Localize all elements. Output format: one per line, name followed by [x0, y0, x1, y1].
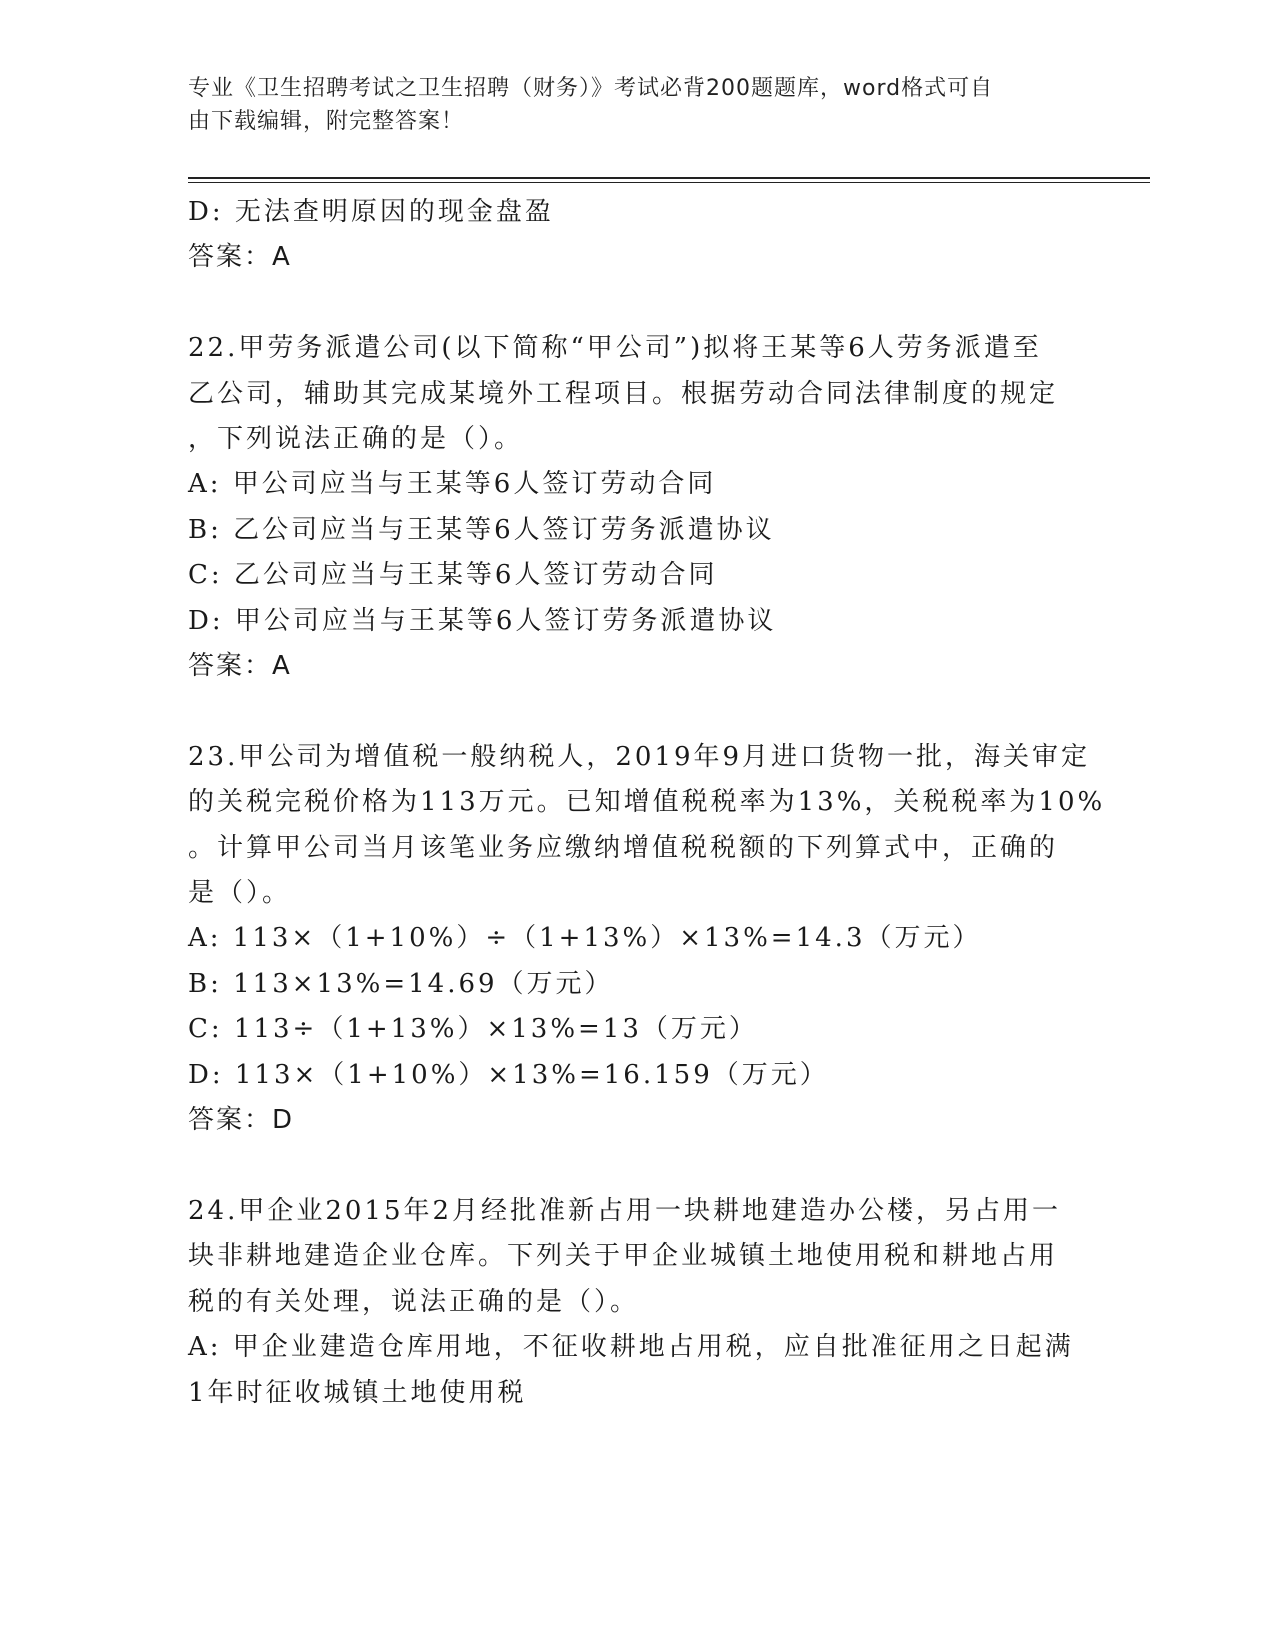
header-divider	[188, 177, 1150, 179]
header-line: 由下载编辑，附完整答案！	[188, 109, 465, 134]
question-stem-line: 24.甲企业2015年2月经批准新占用一块耕地建造办公楼，另占用一	[188, 1195, 1062, 1226]
option-a: A: 甲企业建造仓库用地，不征收耕地占用税，应自批准征用之日起满	[188, 1332, 1074, 1363]
header-divider-thin	[188, 182, 1150, 183]
option-d: D: 无法查明原因的现金盘盈	[188, 197, 554, 227]
question-24	[188, 1189, 1088, 1416]
question-stem-line: 是（）。	[188, 878, 292, 909]
question-22	[188, 326, 1088, 689]
question-stem-line: 的关税完税价格为113万元。已知增值税税率为13%，关税税率为10%	[188, 787, 1106, 818]
question-stem-line: 税的有关处理，说法正确的是（）。	[188, 1286, 640, 1317]
answer: 答案：D	[188, 1105, 295, 1136]
header-line: 专业《卫生招聘考试之卫生招聘（财务）》考试必背200题题库，word格式可自	[188, 76, 994, 101]
answer: 答案：A	[188, 651, 292, 682]
answer: 答案：A	[188, 242, 292, 273]
question-21-tail	[188, 190, 1088, 281]
document-body	[188, 190, 1106, 1416]
option-a-continued: 1年时征收城镇土地使用税	[188, 1377, 527, 1408]
question-stem-line: 乙公司，辅助其完成某境外工程项目。根据劳动合同法律制度的规定	[188, 378, 1059, 409]
option-d: D: 113×（1+10%）×13%=16.159（万元）	[188, 1059, 829, 1090]
question-stem-line: 23.甲公司为增值税一般纳税人，2019年9月进口货物一批，海关审定	[188, 741, 1091, 772]
question-stem-line: 22.甲劳务派遣公司(以下简称“甲公司”)拟将王某等6人劳务派遣至	[188, 333, 1042, 364]
page-header	[188, 72, 1068, 138]
question-stem-line: 块非耕地建造企业仓库。下列关于甲企业城镇土地使用税和耕地占用	[188, 1241, 1059, 1272]
question-23	[188, 735, 1106, 1144]
option-b: B: 乙公司应当与王某等6人签订劳务派遣协议	[188, 514, 775, 545]
question-stem-line: ，下列说法正确的是（）。	[188, 424, 524, 455]
option-b: B: 113×13%=14.69（万元）	[188, 968, 614, 999]
option-d: D: 甲公司应当与王某等6人签订劳务派遣协议	[188, 605, 777, 636]
option-a: A: 甲公司应当与王某等6人签订劳动合同	[188, 469, 717, 500]
option-c: C: 乙公司应当与王某等6人签订劳动合同	[188, 560, 718, 591]
option-a: A: 113×（1+10%）÷（1+13%）×13%=14.3（万元）	[188, 923, 982, 954]
question-stem-line: 。计算甲公司当月该笔业务应缴纳增值税税额的下列算式中，正确的	[188, 832, 1059, 863]
option-c: C: 113÷（1+13%）×13%=13（万元）	[188, 1014, 758, 1045]
